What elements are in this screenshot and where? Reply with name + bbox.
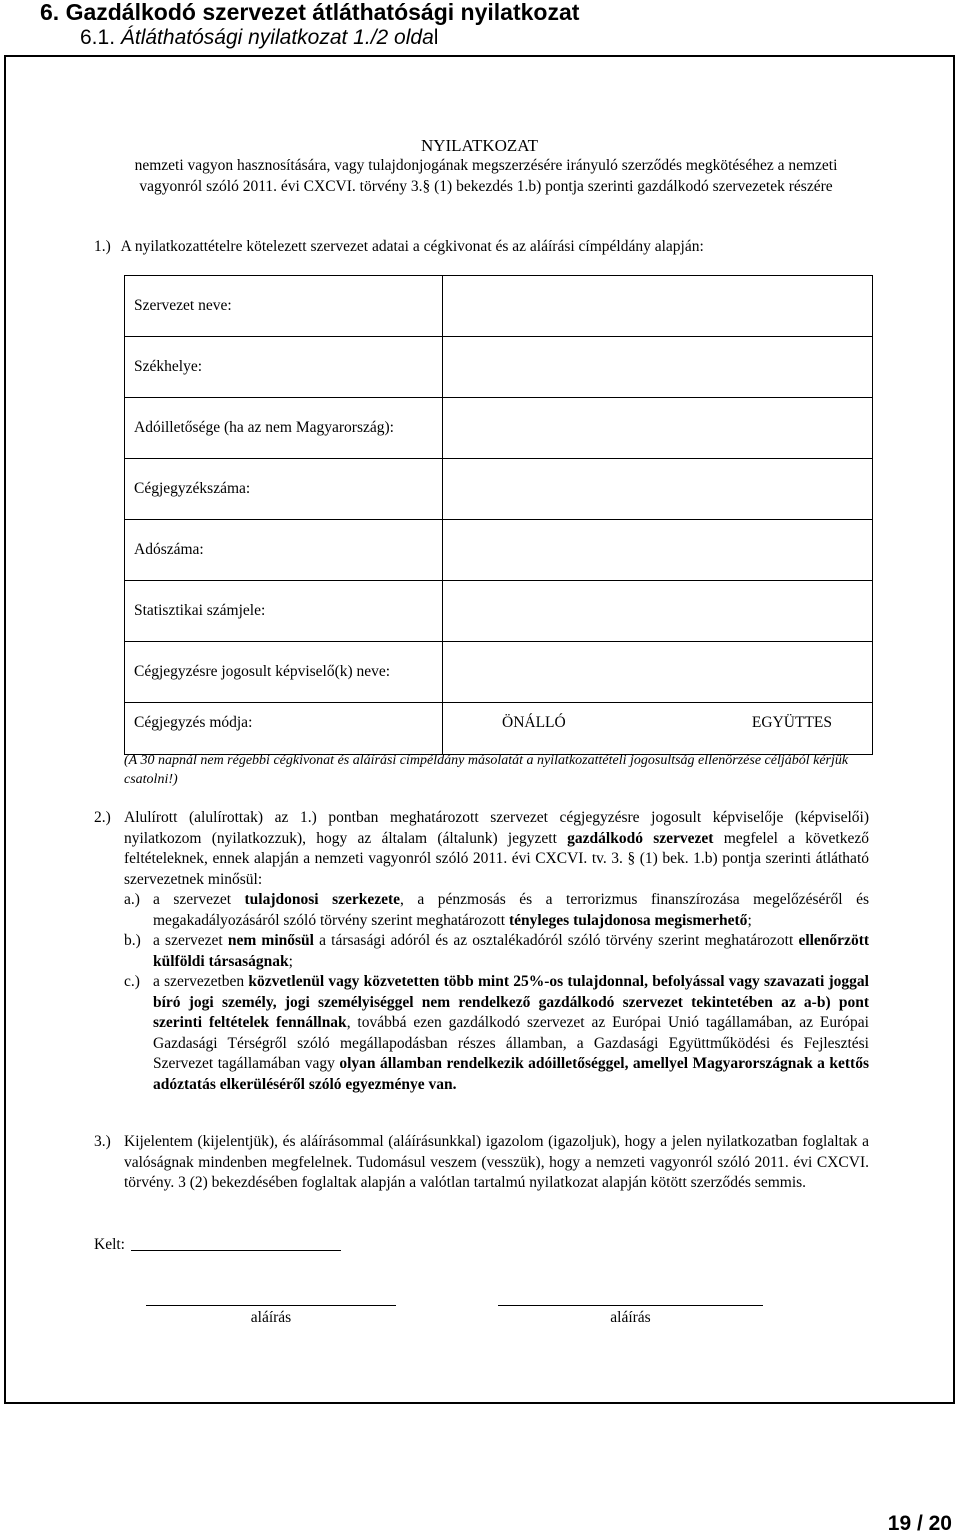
organization-name-label: Szervezet neve: [125,276,443,337]
date-label: Kelt: [94,1236,125,1253]
organization-data-table [124,275,873,755]
attachment-note: (A 30 napnál nem régebbi cégkivonat és aláírási címpéldány másolatát a nyilatkozattételi jogosultság ellenőrzése céljából kérjük csatolni!) [124,753,849,787]
condition-a: a.) a szervezet tulajdonosi szerkezete, a pénzmosás és a terrorizmus finanszírozása megelőzéséről és megakadályozásáról szóló törvény szerint meghatározott tényleges tulajdonosa megismerhető; [124,891,869,929]
date-line [94,1235,341,1256]
tax-number-label: Adószáma: [125,520,443,581]
subsection-title: Átláthatósági nyilatkozat 1./2 olda [120,26,434,49]
signing-mode-joint-option[interactable]: EGYÜTTES [751,714,832,731]
subsection-heading [80,26,438,50]
subsection-title-end: l [433,26,439,49]
authorized-representative-field[interactable] [443,642,873,703]
statistical-number-field[interactable] [443,581,873,642]
company-registration-number-label: Cégjegyzékszáma: [125,459,443,520]
table-row [125,520,873,581]
section-heading: 6. Gazdálkodó szervezet átláthatósági nyilatkozat [40,0,580,25]
registered-office-label: Székhelye: [125,337,443,398]
declaration-form-frame [4,55,955,1404]
condition-b: b.) a szervezet nem minősül a társasági adóról és az osztalékadóról szóló törvény szerint meghatározott ellenőrzött külföldi társaságnak; [124,932,870,970]
signature-block-1 [146,1305,396,1329]
declaration-title: NYILATKOZAT [420,136,539,155]
signature-label-1: aláírás [250,1309,292,1326]
date-field[interactable] [131,1250,341,1251]
tax-residence-label: Adóilletősége (ha az nem Magyarország): [125,398,443,459]
table-row [125,459,873,520]
table-row [125,337,873,398]
section-2 [94,808,869,1095]
condition-c: c.) a szervezetben közvetlenül vagy közvetetten több mint 25%-os tulajdonnal, befolyással vagy szavazati joggal bíró jogi személy, jogi személyiséggel nem rendelkező gazdálkodó szervezet tekintetében az a-b) pont szerinti feltételek fennállnak, továbbá ezen gazdálkodó szervezet az Európai Unió tagállamában, az Európai Gazdasági Térségről szóló megállapodásban részes államban, a Gazdasági Együttműködési és Fejlesztési Szervezet tagállamában vagy olyan államban rendelkezik adóilletőséggel, amellyel Magyarországnak a kettős adóztatás elkerüléséről szóló egyezménye van. [124,973,869,1093]
condition-a-label: a.) [124,891,140,908]
section-2-intro: Alulírott (alulírottak) az 1.) pontban meghatározott szervezet cégjegyzésre jogosult képviselője (képviselői) nyilatkozom (nyilatkozzuk), hogy az általam (általunk) jegyzett gazdálkodó szervezet megfelel a következő feltételeknek, ennek alapján a nemzeti vagyonról szóló 2011. évi CXCVI. tv. 3. § (1) bek. 1.b) pontja szerinti átlátható szervezetnek minősül: [124,809,869,888]
subsection-number: 6.1. [80,26,121,49]
company-registration-number-field[interactable] [443,459,873,520]
section-3 [94,1132,869,1194]
section-1-text: A nyilatkozattételre kötelezett szervezet adatai a cégkivonat és az aláírási címpéldány alapján: [120,238,704,255]
table-row [125,276,873,337]
signature-label-2: aláírás [610,1309,651,1326]
signing-mode-options [443,703,873,755]
authorized-representative-label: Cégjegyzésre jogosult képviselő(k) neve: [125,642,443,703]
table-row [125,642,873,703]
table-row [125,581,873,642]
signing-mode-label: Cégjegyzés módja: [125,703,443,755]
section-3-text: Kijelentem (kijelentjük), és aláírásommal (aláírásunkkal) igazolom (igazoljuk), hogy a jelen nyilatkozatban foglaltak a valóságnak mindenben megfelelnek. Tudomásul veszem (vesszük), hogy a nemzeti vagyonról szóló 2011. évi CXCVI. törvény. 3 (2) bekezdésében foglaltak alapján a valótlan tartalmú nyilatkozat alapján kötött szerződés semmis. [124,1133,869,1191]
organization-name-field[interactable] [443,276,873,337]
table-row [125,703,873,755]
tax-residence-field[interactable] [443,398,873,459]
page-number: 19 / 20 [887,1512,952,1535]
signature-line-1[interactable] [146,1305,396,1306]
section-1-number: 1.) [94,238,111,255]
tax-number-field[interactable] [443,520,873,581]
signature-block-2 [498,1305,763,1329]
section-3-number: 3.) [94,1133,111,1150]
declaration-subtitle: nemzeti vagyon hasznosítására, vagy tulajdonjogának megszerzésére irányuló szerződés megkötéséhez a nemzeti vagyonról szóló 2011. évi CXCVI. törvény 3.§ (1) bekezdés 1.b) pontja szerinti gazdálkodó szervezetek részére [134,157,838,195]
statistical-number-label: Statisztikai számjele: [125,581,443,642]
signing-mode-individual-option[interactable]: ÖNÁLLÓ [502,714,566,731]
signature-line-2[interactable] [498,1305,763,1306]
section-2-number: 2.) [94,809,111,826]
condition-c-label: c.) [124,973,140,990]
section-1-heading [94,237,704,258]
registered-office-field[interactable] [443,337,873,398]
table-row [125,398,873,459]
condition-b-label: b.) [124,932,141,949]
